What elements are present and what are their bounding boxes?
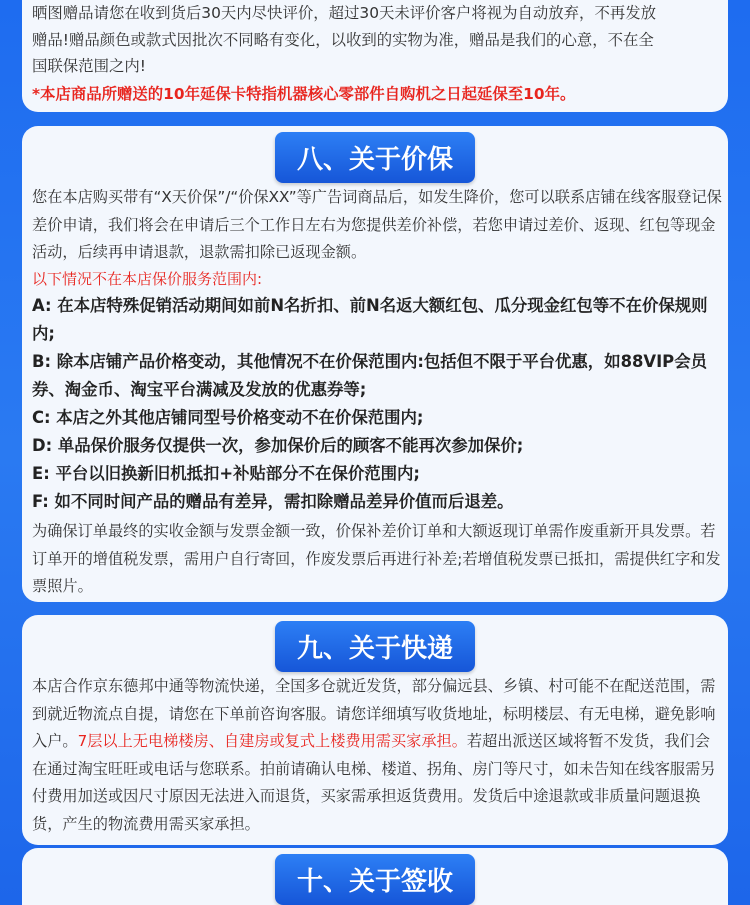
exclusion-item: B: 除本店铺产品价格变动，其他情况不在价保范围内:包括但不限于平台优惠，如88VIP会员券、淘金币、淘宝平台满减及发放的优惠券等; [32,352,707,399]
section-title: 九、关于快递 [275,621,475,672]
price-protection-card [22,126,728,602]
warranty-note: *本店商品所赠送的10年延保卡特指机器核心零部件自购机之日起延保至10年。 [32,84,576,103]
shipping-text-part: 本店合作京东德邦中通等物流快递，全国多仓就近发货，部分偏远县、乡镇、村可能不在配送范围，需到就近物流点自提，请您在下单前咨询客服。请您详细填写收货地址，标明楼层、有无电梯，避免影响入户。 [32,677,716,750]
exclusion-item: C: 本店之外其他店铺同型号价格变动不在价保范围内; [32,408,424,427]
section-title: 八、关于价保 [275,132,475,183]
exclusion-item: A: 在本店特殊促销活动期间如前N名折扣、前N名返大额红包、瓜分现金红包等不在价保规则内; [32,296,708,343]
section-title: 十、关于签收 [275,854,475,905]
price-protection-intro: 您在本店购买带有“X天价保”/“价保XX”等广告词商品后，如发生降价，您可以联系店铺在线客服登记保差价申请，我们将会在申请后三个工作日左右为您提供差价补偿，若您申请过差价、返现、红包等现金活动，后续再申请退款，退款需扣除已返现金额。 [32,188,722,261]
exclusion-item: E: 平台以旧换新旧机抵扣+补贴部分不在保价范围内; [32,464,420,483]
invoice-note: 为确保订单最终的实收金额与发票金额一致，价保补差价订单和大额返现订单需作废重新开具发票。若订单开的增值税发票，需用户自行寄回，作废发票后再进行补差;若增值税发票已抵扣，需提供红字和发票照片。 [32,522,721,595]
shipping-card [22,615,728,845]
intro-line: 晒图赠品请您在收到货后30天内尽快评价，超过30天未评价客户将视为自动放弃，不再发放 [32,4,657,22]
exclusion-item: F: 如不同时间产品的赠品有差异，需扣除赠品差异价值而后退差。 [32,492,514,511]
signing-card [22,848,728,905]
shipping-text-part: 若超出派送区域将暂不发货，我们会在通过淘宝旺旺或电话与您联系。拍前请确认电梯、楼道、拐角、房门等尺寸，如未告知在线客服需另付费用加送或因尺寸原因无法进入而退货，买家需承担返货费用。发货后中途退款或非质量问题退换货，产生的物流费用需买家承担。 [32,732,716,833]
intro-card [22,0,728,112]
intro-line: 赠品!赠品颜色或款式因批次不同略有变化，以收到的实物为准，赠品是我们的心意，不在全 [32,30,654,49]
intro-line: 国联保范围之内! [32,57,146,75]
exclusion-item: D: 单品保价服务仅提供一次，参加保价后的顾客不能再次参加保价; [32,436,524,455]
exclusion-heading: 以下情况不在本店保价服务范围内: [32,270,263,288]
exclusion-list [32,292,722,516]
gift-review-note [32,0,722,107]
shipping-text [32,673,722,838]
shipping-fee-warning: 7层以上无电梯楼房、自建房或复式上楼费用需买家承担。 [77,732,467,750]
